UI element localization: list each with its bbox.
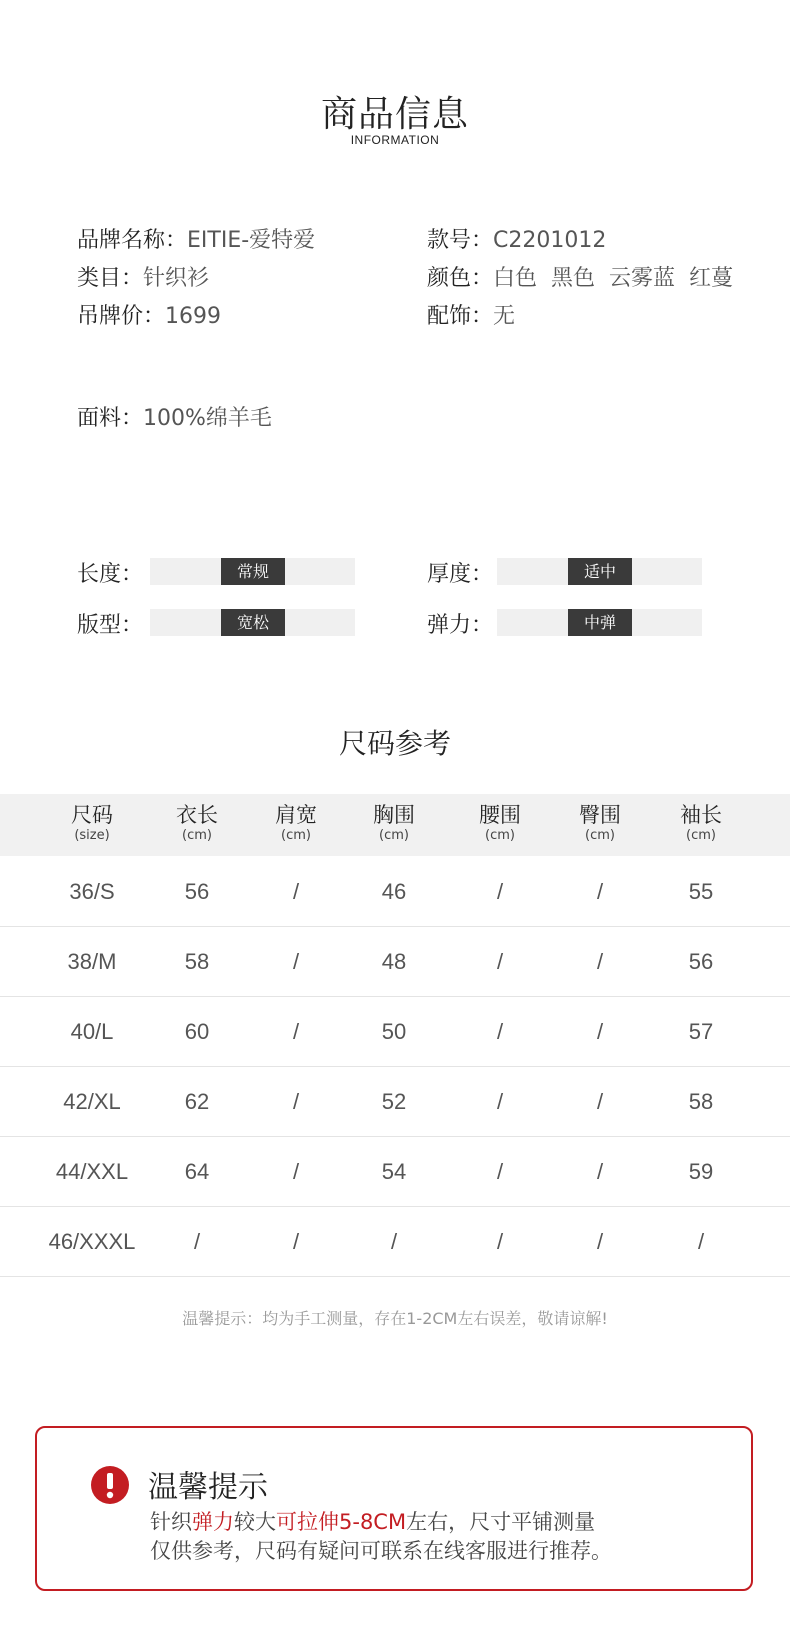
table-cell: 40/L <box>70 1019 114 1044</box>
column-header <box>445 802 555 844</box>
fabric-label: 面料： <box>77 406 144 431</box>
tip-highlight: 可拉伸5-8CM <box>276 1510 407 1534</box>
length-bar <box>150 558 355 585</box>
column-header <box>339 802 449 844</box>
column-header-unit: (cm) <box>281 828 311 843</box>
table-cell: / <box>496 1089 504 1114</box>
exclamation-icon <box>90 1465 130 1505</box>
column-header-name: 袖长 <box>680 803 722 827</box>
column-header-unit: (cm) <box>585 828 615 843</box>
thickness-bar <box>497 558 702 585</box>
thickness-indicator: 适中 <box>568 558 632 585</box>
column-header <box>241 802 351 844</box>
category-row <box>77 261 209 292</box>
table-cell: / <box>496 1159 504 1184</box>
tip-text: 针织 <box>150 1510 192 1534</box>
tip-text: 左右，尺寸平铺测量 <box>406 1510 596 1534</box>
table-row <box>0 926 790 997</box>
column-header-unit: (cm) <box>379 828 409 843</box>
table-row <box>0 996 790 1067</box>
table-cell: 38/M <box>67 949 117 974</box>
table-cell: 52 <box>381 1089 407 1114</box>
table-cell: / <box>596 949 604 974</box>
fit-indicator: 宽松 <box>221 609 285 636</box>
measurement-note: 温馨提示：均为手工测量，存在1-2CM左右误差，敬请谅解! <box>182 1309 608 1328</box>
table-cell: 58 <box>184 949 210 974</box>
table-row <box>0 1206 790 1277</box>
column-header-name: 胸围 <box>373 803 415 827</box>
size-table-header <box>0 794 790 856</box>
brand-label: 品牌名称： <box>77 228 188 253</box>
table-cell: / <box>292 1159 300 1184</box>
elasticity-indicator: 中弹 <box>568 609 632 636</box>
tip-text: 较大 <box>234 1510 276 1534</box>
column-header <box>142 802 252 844</box>
table-cell: / <box>292 949 300 974</box>
fit-label: 版型： <box>77 613 144 638</box>
table-cell: / <box>292 879 300 904</box>
table-row <box>0 1136 790 1207</box>
table-cell: / <box>496 1229 504 1254</box>
table-cell: 56 <box>184 879 210 904</box>
color-option: 黑色 <box>551 266 596 291</box>
tip-line-2: 仅供参考，尺码有疑问可联系在线客服进行推荐。 <box>150 1539 612 1563</box>
table-cell: 46/XXXL <box>48 1229 136 1254</box>
color-option: 云雾蓝 <box>609 266 676 291</box>
accessory-row <box>427 299 515 330</box>
column-header-name: 臀围 <box>579 803 621 827</box>
style-value: C2201012 <box>493 228 607 253</box>
table-cell: 36/S <box>69 879 115 904</box>
table-cell: 54 <box>381 1159 407 1184</box>
elasticity-bar <box>497 609 702 636</box>
tip-highlight: 弹力 <box>192 1510 234 1534</box>
table-cell: 44/XXL <box>55 1159 129 1184</box>
table-cell: / <box>292 1229 300 1254</box>
accessory-label: 配饰： <box>427 304 494 329</box>
table-cell: 42/XL <box>63 1089 121 1114</box>
color-row <box>427 261 747 292</box>
column-header <box>545 802 655 844</box>
column-header-unit: (cm) <box>686 828 716 843</box>
table-cell: / <box>596 1159 604 1184</box>
table-cell: / <box>390 1229 398 1254</box>
brand-value: EITIE-爱特爱 <box>187 228 316 253</box>
color-label: 颜色： <box>427 266 494 291</box>
column-header-unit: (cm) <box>485 828 515 843</box>
brand-row <box>77 223 315 254</box>
column-header <box>646 802 756 844</box>
fabric-row <box>77 401 272 432</box>
page-subtitle: INFORMATION <box>350 133 440 147</box>
table-cell: / <box>697 1229 705 1254</box>
table-cell: / <box>292 1089 300 1114</box>
table-row <box>0 1066 790 1137</box>
price-label: 吊牌价： <box>77 304 166 329</box>
thickness-label: 厚度： <box>427 562 494 587</box>
table-cell: 64 <box>184 1159 210 1184</box>
page-title: 商品信息 <box>320 94 469 135</box>
column-header <box>37 802 147 844</box>
price-row <box>77 299 221 330</box>
table-cell: 48 <box>381 949 407 974</box>
price-value: 1699 <box>165 304 222 329</box>
color-option: 白色 <box>493 266 538 291</box>
table-cell: / <box>496 1019 504 1044</box>
table-cell: 60 <box>184 1019 210 1044</box>
table-cell: 56 <box>688 949 714 974</box>
table-cell: 46 <box>381 879 407 904</box>
column-header-unit: (size) <box>74 828 110 843</box>
table-cell: 50 <box>381 1019 407 1044</box>
table-row <box>0 856 790 927</box>
table-cell: 59 <box>688 1159 714 1184</box>
table-cell: / <box>292 1019 300 1044</box>
table-cell: 62 <box>184 1089 210 1114</box>
column-header-name: 腰围 <box>479 803 521 827</box>
table-cell: / <box>496 879 504 904</box>
column-header-name: 肩宽 <box>275 803 317 827</box>
style-label: 款号： <box>427 228 494 253</box>
table-cell: 58 <box>688 1089 714 1114</box>
column-header-name: 衣长 <box>176 803 218 827</box>
style-row <box>427 223 606 254</box>
length-indicator: 常规 <box>221 558 285 585</box>
column-header-name: 尺码 <box>71 803 113 827</box>
size-table-title: 尺码参考 <box>338 727 451 760</box>
table-cell: / <box>596 1019 604 1044</box>
fit-bar <box>150 609 355 636</box>
table-cell: / <box>496 949 504 974</box>
category-label: 类目： <box>77 266 144 291</box>
table-cell: 57 <box>688 1019 714 1044</box>
category-value: 针织衫 <box>143 266 210 291</box>
tip-title: 温馨提示 <box>148 1470 268 1505</box>
table-cell: / <box>596 1089 604 1114</box>
table-cell: / <box>193 1229 201 1254</box>
fabric-value: 100%绵羊毛 <box>143 406 272 431</box>
table-cell: / <box>596 1229 604 1254</box>
accessory-value: 无 <box>493 304 516 329</box>
table-cell: / <box>596 879 604 904</box>
color-option: 红蔓 <box>689 266 734 291</box>
length-label: 长度： <box>77 562 144 587</box>
table-cell: 55 <box>688 879 714 904</box>
elasticity-label: 弹力： <box>427 613 494 638</box>
tip-line-1 <box>150 1506 595 1536</box>
column-header-unit: (cm) <box>182 828 212 843</box>
